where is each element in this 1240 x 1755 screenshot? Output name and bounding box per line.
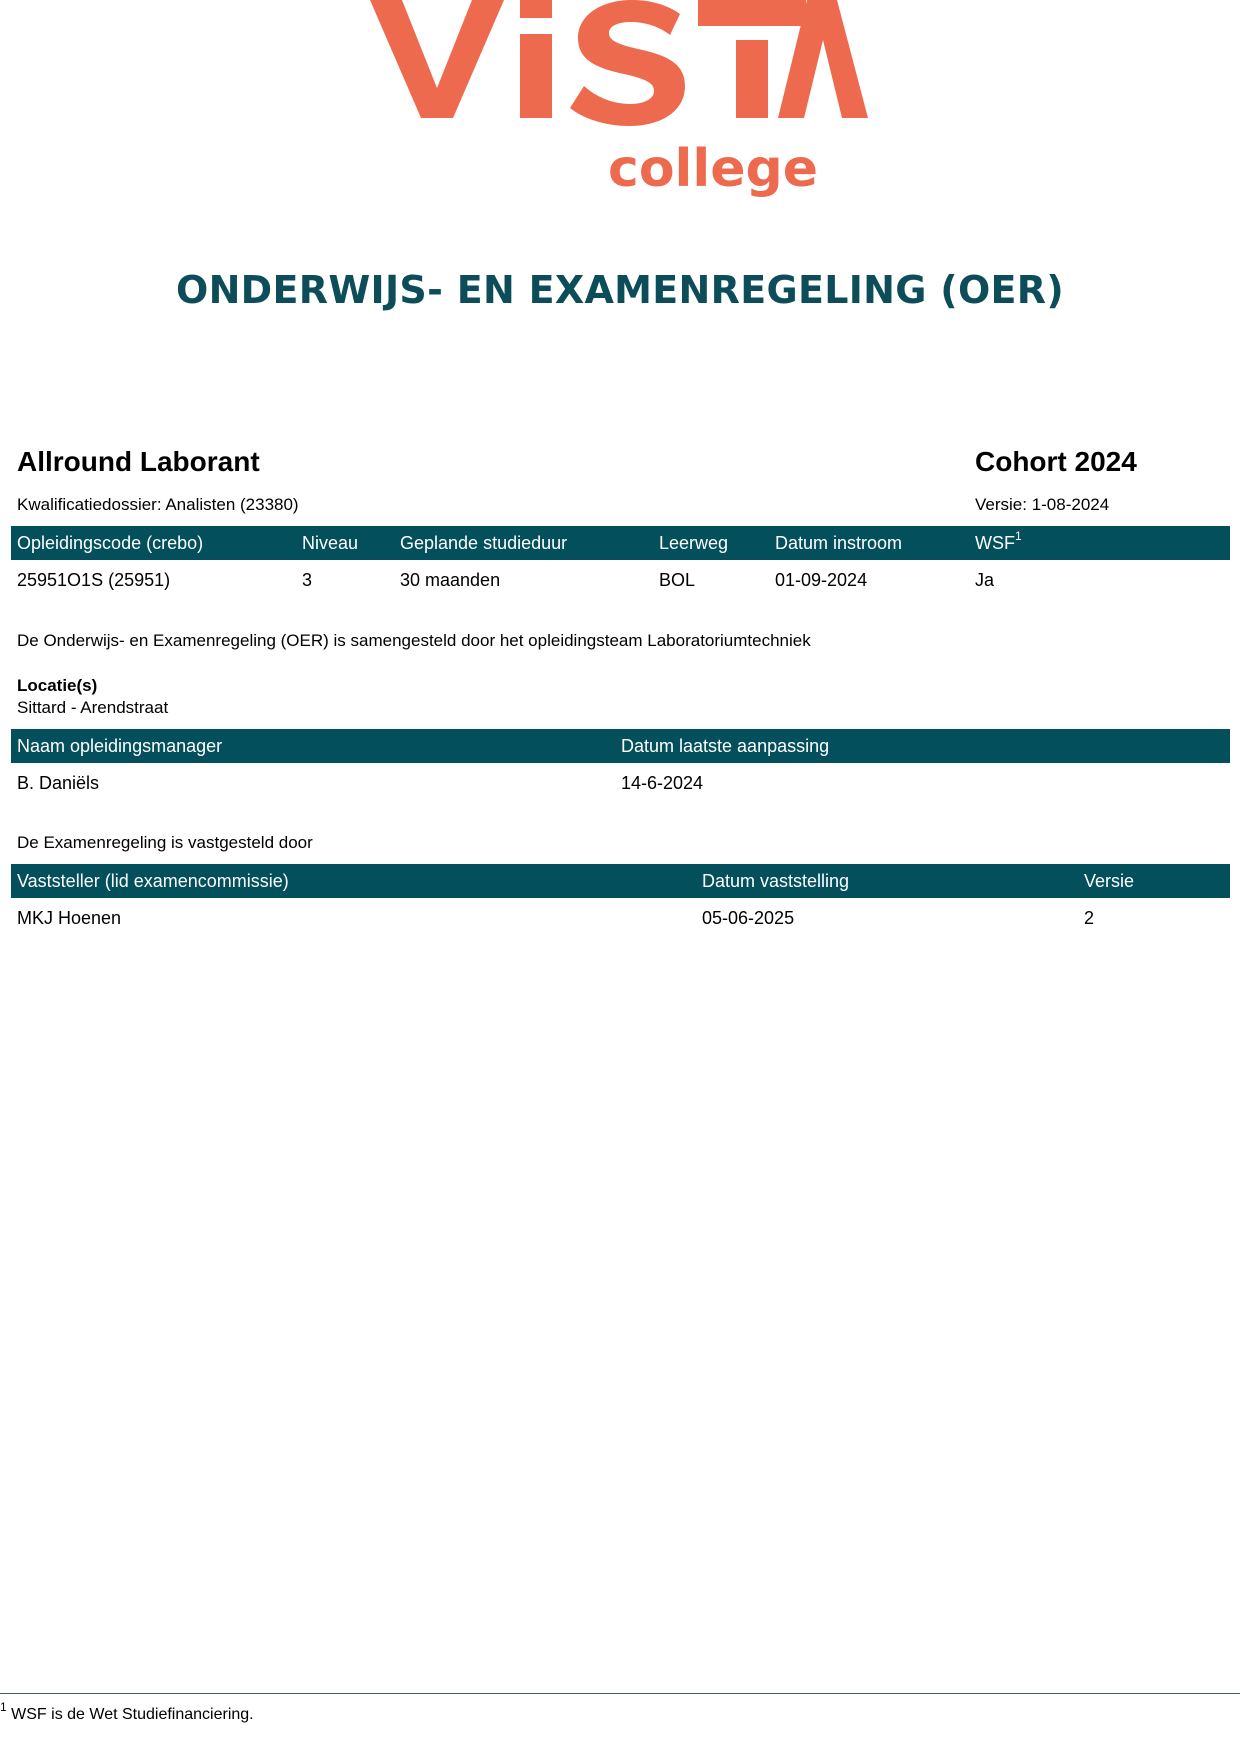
location-value: Sittard - Arendstraat: [17, 698, 169, 717]
program-name: Allround Laborant: [17, 446, 260, 477]
table3-header: [11, 864, 1230, 898]
header-vaststeller: Vaststeller (lid examencommissie): [17, 871, 289, 891]
header-manager: Naam opleidingsmanager: [17, 736, 223, 756]
header-crebo: Opleidingscode (crebo): [17, 533, 204, 553]
cell-crebo: 25951O1S (25951): [17, 570, 171, 590]
intro-text: De Onderwijs- en Examenregeling (OER) is samengesteld door het opleidingsteam Laboratoriumtechniek: [17, 631, 811, 650]
header-studieduur: Geplande studieduur: [400, 533, 568, 553]
cell-leerweg: BOL: [659, 570, 696, 590]
header-niveau: Niveau: [302, 533, 359, 553]
header-leerweg: Leerweg: [659, 533, 729, 553]
table1-header: [11, 526, 1230, 560]
footnote-ref[interactable]: 1: [1015, 529, 1022, 543]
version-label: Versie: 1-08-2024: [975, 495, 1110, 514]
footnote-number: 1: [0, 1699, 7, 1714]
footnote-text: WSF is de Wet Studiefinanciering.: [11, 1706, 254, 1723]
header-last-change: Datum laatste aanpassing: [621, 736, 830, 756]
cell-studieduur: 30 maanden: [400, 570, 501, 590]
vista-college-logo: [370, 0, 870, 205]
exam-intro-text: De Examenregeling is vastgesteld door: [17, 833, 313, 852]
location-label: Locatie(s): [17, 676, 98, 695]
cohort-label: Cohort 2024: [975, 446, 1137, 477]
cell-last-change: 14-6-2024: [621, 773, 704, 793]
footnote: [0, 1699, 254, 1724]
header-wsf-label: WSF: [975, 533, 1015, 553]
cell-datum-vaststelling: 05-06-2025: [702, 908, 795, 928]
svg-text:college: college: [608, 139, 818, 199]
header-versie: Versie: [1084, 871, 1135, 891]
header-instroom: Datum instroom: [775, 533, 903, 553]
cell-niveau: 3: [302, 570, 313, 590]
qualification-dossier: Kwalificatiedossier: Analisten (23380): [17, 495, 299, 514]
footnote-divider: [0, 1693, 1240, 1694]
cell-wsf: Ja: [975, 570, 995, 590]
table2-header: [11, 729, 1230, 763]
cell-vaststeller: MKJ Hoenen: [17, 908, 122, 928]
cell-manager: B. Daniëls: [17, 773, 100, 793]
document-title: ONDERWIJS- EN EXAMENREGELING (OER): [175, 268, 1065, 312]
header-wsf: [975, 529, 1022, 554]
cell-versie: 2: [1084, 908, 1095, 928]
cell-instroom: 01-09-2024: [775, 570, 868, 590]
header-datum-vaststelling: Datum vaststelling: [702, 871, 850, 891]
